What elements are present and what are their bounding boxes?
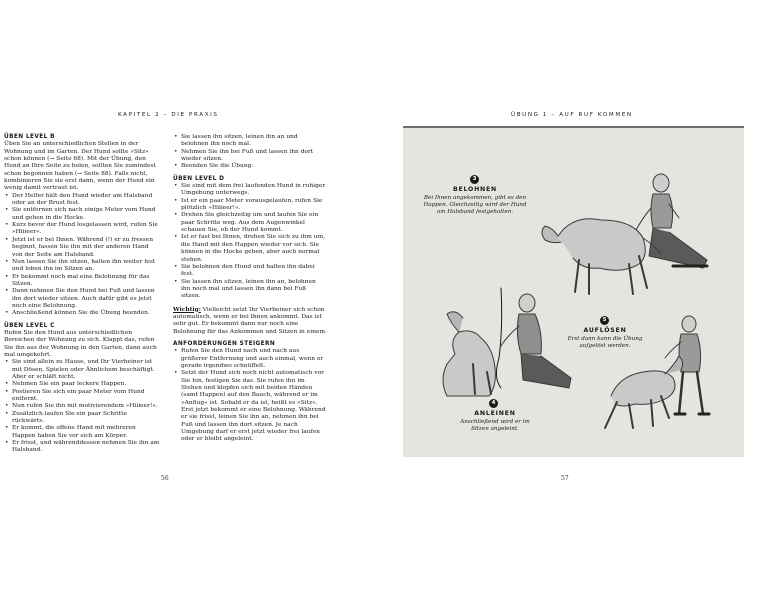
- list-item: • Sie lassen ihn sitzen, leinen ihn an, belohnen ihn noch mal und lassen ihn dann bei Fuß sitzen.: [173, 279, 327, 301]
- step-5-badge: 5: [600, 316, 609, 325]
- text-column-2: [173, 134, 327, 444]
- list-item: • Sie lassen ihn sitzen, leinen ihn an und belohnen ihn noch mal.: [173, 134, 327, 149]
- step-5-title: AUFLÖSEN: [583, 327, 627, 334]
- level-c-list: [4, 359, 160, 454]
- level-b-list: [4, 193, 160, 318]
- level-d-list: [173, 183, 327, 301]
- running-head-right: ÜBUNG 1 – AUF RUF KOMMEN: [511, 112, 633, 118]
- step-5-caption: [555, 336, 655, 350]
- left-page: [0, 0, 382, 612]
- list-item: • Der Helfer hält den Hund wieder am Halsband oder an der Brust fest.: [4, 193, 160, 208]
- training-illustration: [403, 128, 744, 457]
- step-4-badge: 4: [489, 399, 498, 408]
- heading-level-d: ÜBEN LEVEL D: [173, 175, 225, 182]
- caption-line: Happen. Gleichzeitig wird der Hund: [423, 202, 527, 208]
- list-item: • Anschließend können Sie die Übung beenden.: [4, 310, 160, 317]
- step-3-title: BELOHNEN: [452, 186, 498, 193]
- caption-line: aufgelöst werden.: [579, 343, 631, 349]
- continued-list: [173, 134, 327, 171]
- level-c-intro: Rufen Sie den Hund aus unterschiedlichen Bereichen der Wohnung zu sich. Klappt das, rufen Sie ihn aus der Wohnung in den Garten, dann auch mal umgekehrt.: [4, 329, 157, 358]
- illustration-panel: [403, 128, 744, 457]
- right-page: [383, 0, 765, 612]
- list-item: • Nun rufen Sie ihn mit motivierendem »Hiiieer!«.: [4, 403, 160, 410]
- caption-line: Sitzen angeleint.: [471, 426, 519, 432]
- caption-line: Anschließend wird er im: [460, 419, 530, 425]
- tip-text: Vielleicht setzt Ihr Vierbeiner sich schon automatisch, wenn er bei Ihnen ankommt. Das ist sehr gut. Er bekommt dann nur noch eine Belohnung für das Ankommen und Sitzen in einem.: [173, 306, 327, 335]
- list-item: • Drehen Sie gleichzeitig um und laufen Sie ein paar Schritte weg. Aus dem Augenwinkel schauen Sie, ob der Hund kommt.: [173, 212, 327, 234]
- list-item: • Er frisst, und währenddessen nehmen Sie ihn am Halsband.: [4, 440, 160, 455]
- list-item: • Sie entfernen sich nach einige Meter vom Hund und gehen in die Hocke.: [4, 207, 160, 222]
- list-item: • Er kommt, die offene Hand mit mehreren Happen haben Sie vor sich am Körper.: [4, 425, 160, 440]
- list-item: • Rufen Sie den Hund nach und nach aus größerer Entfernung und auch einmal, wenn er gerade irgendwo schnüffelt.: [173, 348, 327, 370]
- heading-level-b: ÜBEN LEVEL B: [4, 134, 55, 140]
- list-item: • Jetzt ist er bei Ihnen. Während (!) er zu fressen beginnt, fassen Sie ihn mit der anderen Hand von der Seite am Halsband.: [4, 237, 160, 259]
- text-column-1: [4, 134, 160, 455]
- heading-requirements: ANFORDERUNGEN STEIGERN: [173, 340, 276, 347]
- list-item: • Nehmen Sie ihn bei Fuß und lassen ihn dort wieder sitzen.: [173, 149, 327, 164]
- scene-reward: [542, 174, 707, 294]
- list-item: • Beenden Sie die Übung.: [173, 163, 327, 170]
- scene-leash: [443, 288, 571, 396]
- caption-line: am Halsband festgehalten.: [436, 209, 514, 215]
- running-head-left: KAPITEL 2 – DIE PRAXIS: [118, 112, 219, 118]
- list-item: • Setzt der Hund sich noch nicht automatisch vor Sie hin, festigen Sie das. Sie rufen ihn im Stehen und klopfen sich mit beiden Händen (samt Happen) auf den Bauch, während er im »Anflug« ist. Sobald er da ist, heißt es »Sitz«. Erst jetzt bekommt er eine Belohnung. Während er sie frisst, leinen Sie ihn an, nehmen ihn bei Fuß und lassen ihn dort sitzen. Je nach Umgebung darf er erst jetzt wieder frei laufen oder er bleibt angeleint.: [173, 370, 327, 443]
- list-item: • Sie sind mit dem frei laufenden Hund in ruhiger Umgebung unterwegs.: [173, 183, 327, 198]
- list-item: • Ist er ein paar Meter vorausgelaufen, rufen Sie plötzlich »Hiiieer!«.: [173, 198, 327, 213]
- step-4-title: ANLEINEN: [474, 410, 516, 417]
- list-item: • Sie sind allein zu Hause, und Ihr Vierbeiner ist mit Dösen, Spielen oder Ähnlichem beschäftigt. Aber er schläft nicht.: [4, 359, 160, 381]
- step-3-badge: 3: [470, 175, 479, 184]
- tip-box: [173, 306, 327, 336]
- step-4-caption: [449, 419, 541, 433]
- list-item: • Nun lassen Sie ihn sitzen, halten ihn weiter fest und loben ihn im Sitzen an.: [4, 259, 160, 274]
- list-item: • Er bekommt noch mal eine Belohnung für das Sitzen.: [4, 274, 160, 289]
- page-number-left: 56: [161, 475, 169, 482]
- caption-line: Erst dann kann die Übung: [567, 336, 643, 342]
- level-b-intro: Üben Sie an unterschiedlichen Stellen in der Wohnung und im Garten. Der Hund sollte »Sitz« schon können (→ Seite 68). Mit der Übung, den Hund an Ihre Seite zu holen, sollten Sie zumindest schon begonnen haben (→ Seite 88). Falls nicht, kombinieren Sie sie erst dann, wenn der Hund ein wenig damit vertraut ist.: [4, 141, 156, 192]
- caption-line: Bei Ihnen angekommen, gibt es den: [423, 195, 527, 201]
- requirements-list: [173, 348, 327, 443]
- list-item: • Sie belohnen den Hund und halten ihn dabei fest.: [173, 264, 327, 279]
- list-item: • Zusätzlich laufen Sie ein paar Schritte rückwärts.: [4, 411, 160, 426]
- list-item: • Ist er fast bei Ihnen, drehen Sie sich zu ihm um, die Hand mit den Happen wieder vor sich. Sie können in die Hocke gehen, aber auch normal stehen.: [173, 234, 327, 263]
- heading-level-c: ÜBEN LEVEL C: [4, 322, 55, 329]
- list-item: • Nehmen Sie ein paar leckere Happen.: [4, 381, 160, 388]
- tip-label: Wichtig:: [173, 305, 201, 313]
- list-item: • Kurz bevor der Hund losgelassen wird, rufen Sie »Hiiieer«.: [4, 222, 160, 237]
- page-number-right: 57: [561, 475, 569, 482]
- step-3-caption: [421, 195, 529, 216]
- list-item: • Postieren Sie sich ein paar Meter vom Hund entfernt.: [4, 389, 160, 404]
- list-item: • Dann nehmen Sie den Hund bei Fuß und lassen ihn dort wieder sitzen. Auch dafür gibt es jetzt noch eine Belohnung.: [4, 288, 160, 310]
